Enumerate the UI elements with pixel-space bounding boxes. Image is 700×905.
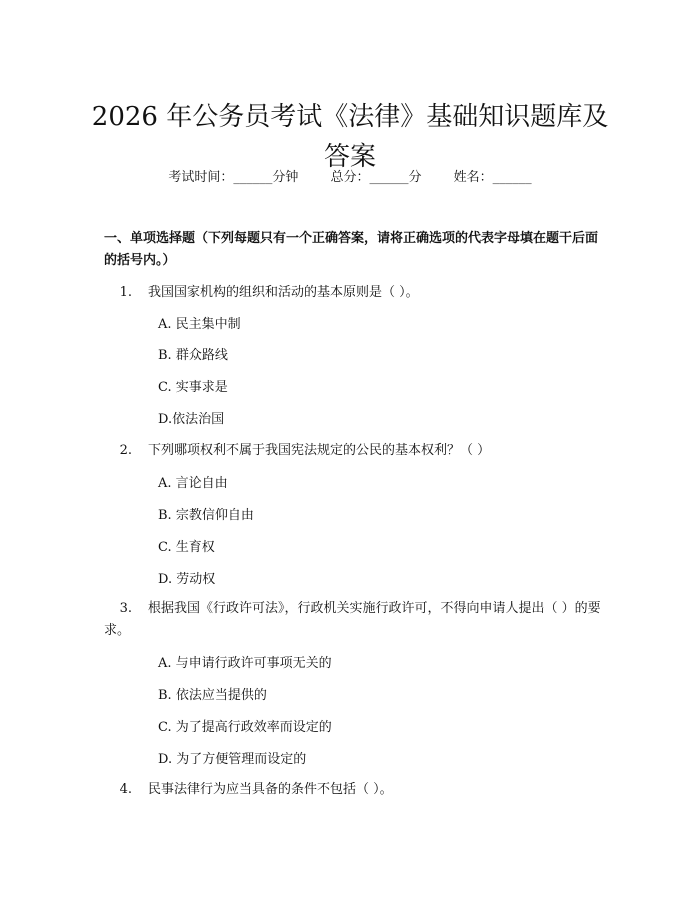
question-number: 2. — [119, 443, 132, 458]
question-number: 4. — [119, 782, 132, 797]
exam-info — [0, 168, 700, 188]
question-text: 我国国家机构的组织和活动的基本原则是（ ）。 — [148, 285, 419, 300]
student-name: 姓名：______ — [453, 170, 532, 185]
option-2c: C. 生育权 — [158, 540, 215, 555]
exam-time: 考试时间：______分钟 — [168, 170, 299, 185]
option-1c: C. 实事求是 — [158, 380, 228, 395]
title-line-1: 2026 年公务员考试《法律》基础知识题库及 — [91, 102, 609, 133]
option-1a: A. 民主集中制 — [158, 317, 241, 332]
option-3d: D. 为了方便管理而设定的 — [158, 752, 307, 767]
question-text: 根据我国《行政许可法》，行政机关实施行政许可，不得向申请人提出（ ）的要求。 — [104, 601, 601, 638]
question-text: 下列哪项权利不属于我国宪法规定的公民的基本权利？（ ） — [148, 443, 491, 458]
section-heading: 一、单项选择题（下列每题只有一个正确答案，请将正确选项的代表字母填在题干后面的括号内。） — [104, 231, 599, 268]
option-3b: B. 依法应当提供的 — [158, 688, 267, 703]
question-1 — [104, 282, 604, 304]
question-3 — [104, 598, 604, 642]
question-4 — [104, 779, 604, 801]
total-score: 总分：______分 — [330, 170, 422, 185]
option-2a: A. 言论自由 — [158, 476, 228, 491]
question-number: 1. — [119, 285, 132, 300]
option-3c: C. 为了提高行政效率而设定的 — [158, 720, 332, 735]
page-title — [0, 97, 700, 177]
title-line-2: 答案 — [323, 142, 376, 173]
option-1d: D.依法治国 — [158, 412, 225, 427]
question-text: 民事法律行为应当具备的条件不包括（ ）。 — [148, 782, 393, 797]
option-2d: D. 劳动权 — [158, 572, 216, 587]
option-1b: B. 群众路线 — [158, 348, 228, 363]
question-2 — [104, 440, 604, 462]
question-number: 3. — [119, 601, 132, 616]
option-3a: A. 与申请行政许可事项无关的 — [158, 656, 332, 671]
option-2b: B. 宗教信仰自由 — [158, 508, 254, 523]
